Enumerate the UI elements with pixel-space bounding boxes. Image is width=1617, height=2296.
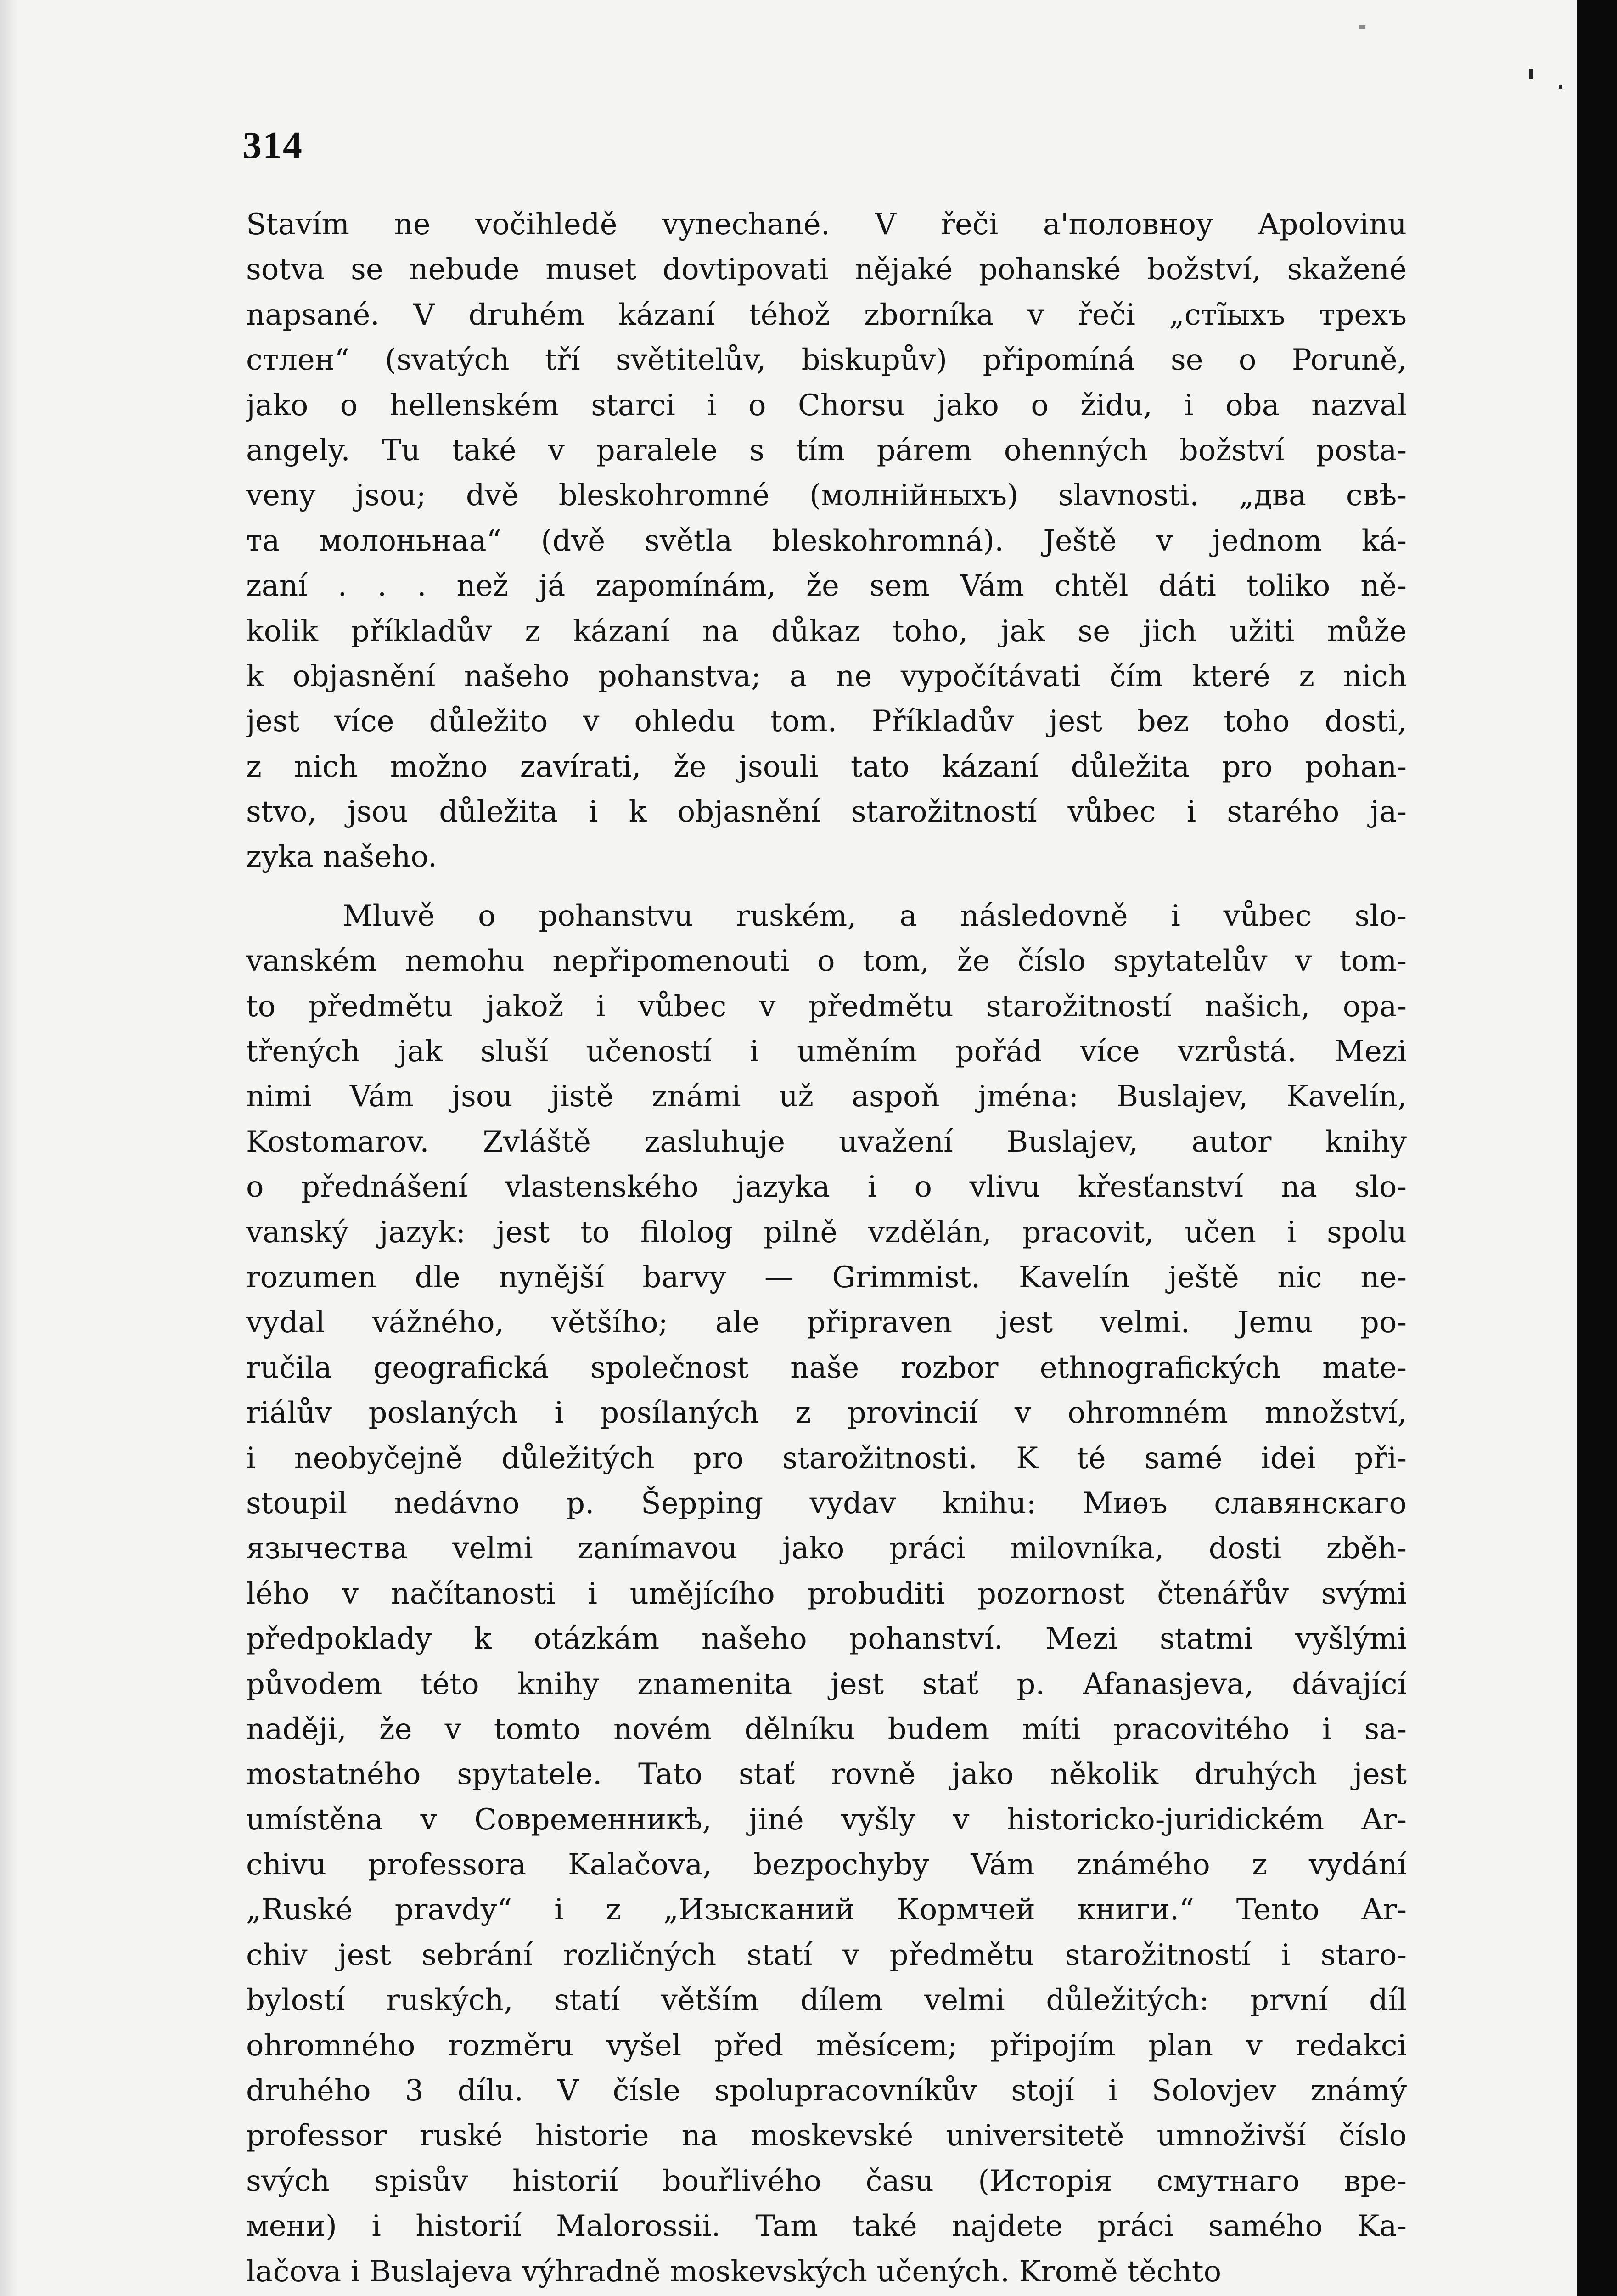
scan-speck — [1559, 85, 1562, 89]
text-line: to předmětu jakož i vůbec v předmětu starožitností našich, opa- — [246, 989, 1407, 1024]
text-line: umístěna v Современникѣ, jiné vyšly v historicko-juridickém Ar- — [246, 1802, 1407, 1837]
text-line: ručila geografická společnost naše rozbor ethnografických mate- — [246, 1351, 1407, 1385]
text-line: chiv jest sebrání rozličných statí v předmětu starožitností i staro- — [246, 1938, 1407, 1972]
text-line: veny jsou; dvě bleskohromné (молнійныхъ) slavnosti. „два свѣ- — [246, 478, 1407, 513]
text-line: jako o hellenském starci i o Chorsu jako o židu, i oba nazval — [246, 388, 1407, 422]
scan-speck — [1529, 69, 1533, 79]
page-gutter-shadow — [0, 0, 18, 2296]
text-line: Stavím ne vočihledě vynechané. V řeči a'половноу Apolovinu — [246, 208, 1407, 242]
text-line: druhého 3 dílu. V čísle spolupracovníkův stojí i Solovjev známý — [246, 2074, 1407, 2108]
text-line: stoupil nedávno p. Šepping vydav knihu: Миѳъ славянскаго — [246, 1486, 1407, 1520]
text-line: „Ruské pravdy“ i z „Изысканий Кормчей книги.“ Tento Ar- — [246, 1893, 1407, 1927]
body-text — [246, 202, 1407, 2294]
text-line: angely. Tu také v paralele s tím párem ohenných božství posta- — [246, 433, 1407, 467]
text-line: k objasnění našeho pohanstva; a ne vypočítávati čím které z nich — [246, 659, 1407, 693]
text-line: zaní . . . než já zapomínám, že sem Vám chtěl dáti toliko ně- — [246, 569, 1407, 603]
text-line: z nich možno zavírati, že jsouli tato kázaní důležita pro pohan- — [246, 749, 1407, 784]
scan-speck — [1359, 25, 1365, 29]
text-line: mostatného spytatele. Tato stať rovně jako několik druhých jest — [246, 1757, 1407, 1792]
text-line: jest více důležito v ohledu tom. Příkladův jest bez toho dosti, — [246, 704, 1407, 739]
text-line: Kostomarov. Zvláště zasluhuje uvažení Buslajev, autor knihy — [246, 1125, 1407, 1159]
text-line: zyka našeho. — [246, 840, 438, 874]
paragraph-2 — [246, 894, 1407, 2294]
text-line: chivu professora Kalačova, bezpochyby Vám známého z vydání — [246, 1848, 1407, 1882]
paragraph-gap — [246, 880, 1407, 894]
text-line: та молоньнаа“ (dvě světla bleskohromná). Ještě v jednom ká- — [246, 523, 1407, 558]
text-line: стлен“ (svatých tří světitelův, biskupův) připomíná se o Poruně, — [246, 343, 1407, 377]
paragraph-1 — [246, 202, 1407, 880]
text-line: svých spisův historií bouřlivého času (Исторія смутнаго вре- — [246, 2164, 1407, 2198]
text-line: vanský jazyk: jest to filolog pilně vzdělán, pracovit, učen i spolu — [246, 1215, 1407, 1249]
text-line: původem této knihy znamenita jest stať p. Afanasjeva, dávající — [246, 1667, 1407, 1701]
text-line: naději, že v tomto novém dělníku budem míti pracovitého i sa- — [246, 1712, 1407, 1746]
text-line: kolik příkladův z kázaní na důkaz toho, jak se jich užiti může — [246, 614, 1407, 648]
text-line: язычества velmi zanímavou jako práci milovníka, dosti zběh- — [246, 1531, 1407, 1566]
text-line: professor ruské historie na moskevské universitetě umnoživší číslo — [246, 2119, 1407, 2153]
text-line: Mluvě o pohanstvu ruském, a následovně i vůbec slo- — [342, 899, 1407, 933]
text-line: předpoklady k otázkám našeho pohanství. Mezi statmi vyšlými — [246, 1622, 1407, 1656]
text-line: ohromného rozměru vyšel před měsícem; připojím plan v redakci — [246, 2028, 1407, 2063]
text-line: sotva se nebude muset dovtipovati nějaké pohanské božství, skažené — [246, 253, 1407, 287]
text-line: třených jak sluší učeností i uměním pořád více vzrůstá. Mezi — [246, 1035, 1407, 1069]
text-line: vanském nemohu nepřipomenouti o tom, že číslo spytatelův v tom- — [246, 944, 1407, 979]
text-line: bylostí ruských, statí větším dílem velmi důležitých: první díl — [246, 1983, 1407, 2018]
text-line: riálův poslaných i posílaných z provincií v ohromném množství, — [246, 1396, 1407, 1430]
text-line: stvo, jsou důležita i k objasnění starožitností vůbec i starého ja- — [246, 795, 1407, 829]
scan-border — [1577, 0, 1617, 2296]
text-line: lého v načítanosti i umějícího probuditi pozornost čtenářův svými — [246, 1576, 1407, 1611]
text-line: nimi Vám jsou jistě známi už aspoň jména: Buslajev, Kavelín, — [246, 1080, 1407, 1114]
text-line: мени) i historií Malorossii. Tam také najdete práci samého Ka- — [246, 2209, 1407, 2244]
text-line: rozumen dle nynější barvy — Grimmist. Kavelín ještě nic ne- — [246, 1260, 1407, 1294]
text-line: lačova i Buslajeva výhradně moskevských učených. Kromě těchto — [246, 2254, 1222, 2289]
text-line: napsané. V druhém kázaní téhož zborníka v řeči „сті̃ыхъ трехъ — [246, 298, 1407, 332]
text-line: i neobyčejně důležitých pro starožitnosti. K té samé idei při- — [246, 1441, 1407, 1475]
page-number: 314 — [242, 124, 303, 167]
text-line: o přednášení vlastenského jazyka i o vlivu křesťanství na slo- — [246, 1170, 1407, 1204]
text-line: vydal vážného, většího; ale připraven jest velmi. Jemu po- — [246, 1306, 1407, 1340]
